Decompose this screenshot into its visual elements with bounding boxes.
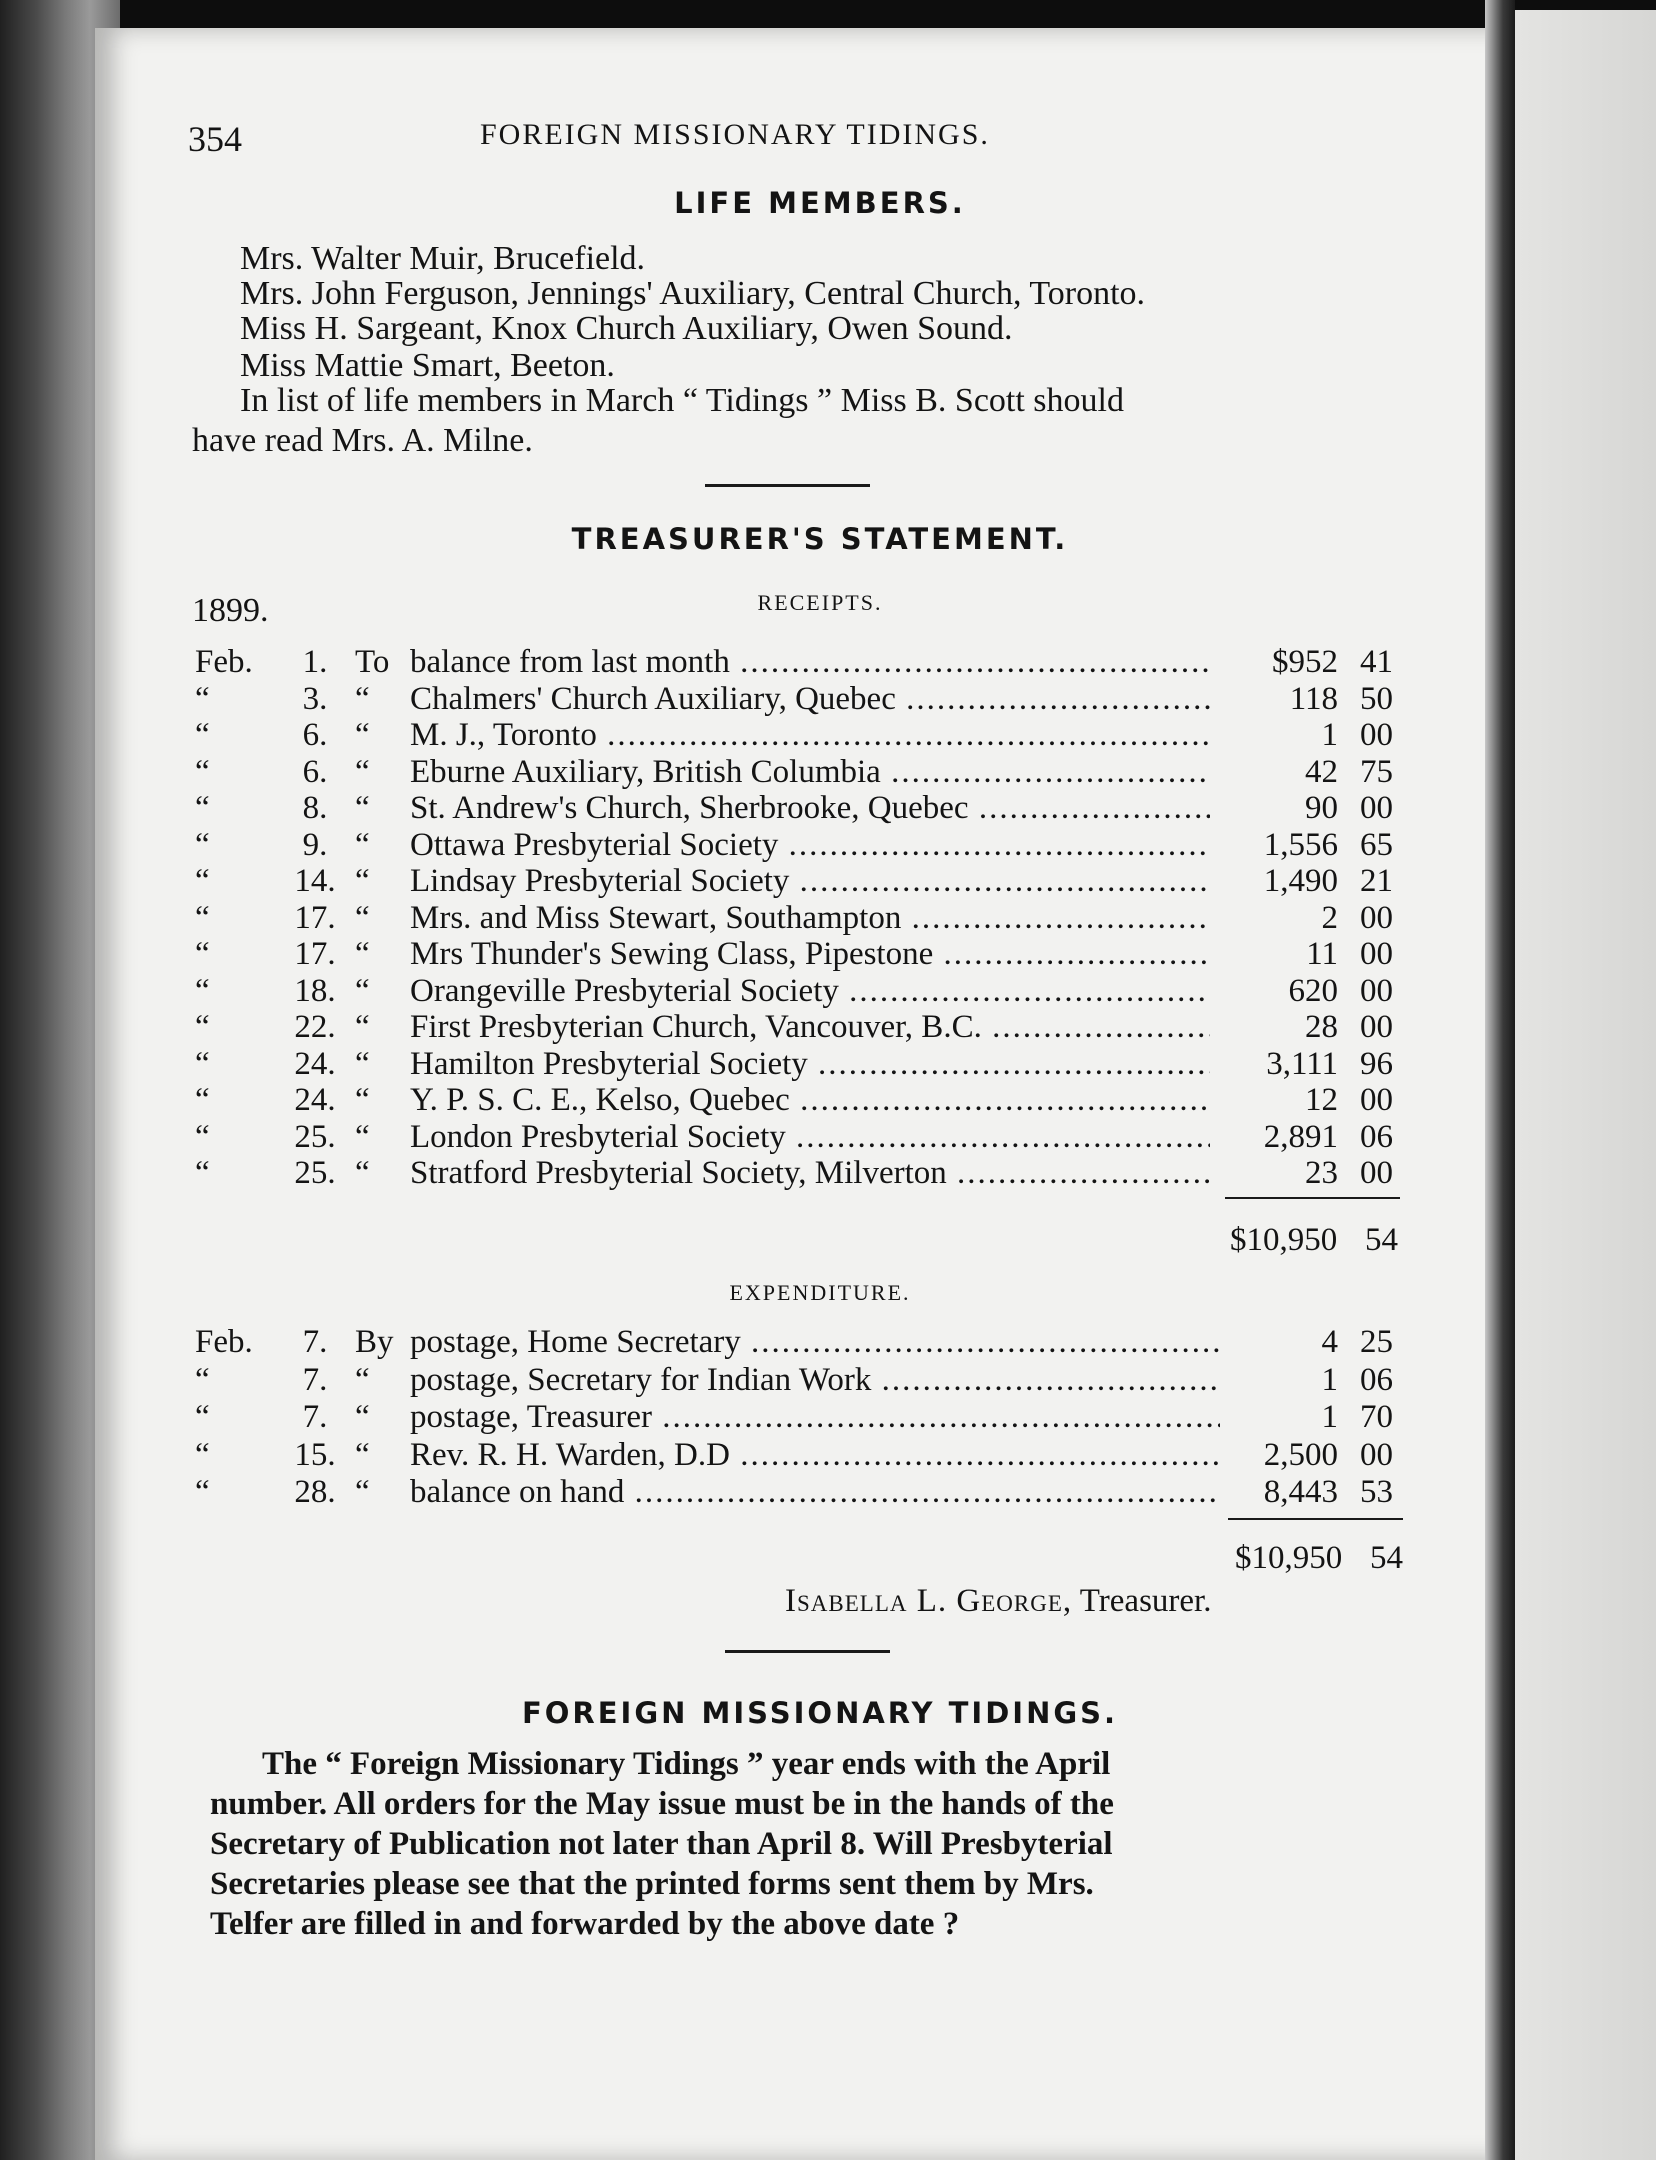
entry-cents: 00	[1360, 1082, 1393, 1118]
entry-dollars: 8,443	[1263, 1474, 1338, 1510]
entry-description: Eburne Auxiliary, British Columbia .....	[410, 754, 1210, 791]
treasurer-name: Isabella L. George,	[785, 1583, 1073, 1619]
entry-cents: 00	[1360, 1155, 1393, 1191]
entry-prefix: “	[355, 753, 370, 790]
entry-description: Ottawa Presbyterial Society .....	[410, 827, 1210, 864]
entry-month: “	[195, 753, 210, 790]
ledger-row	[0, 1155, 1500, 1193]
entry-description: Mrs Thunder's Sewing Class, Pipestone .....	[410, 936, 1210, 973]
entry-dollars: 2,500	[1263, 1436, 1338, 1473]
ledger-row	[0, 1474, 1500, 1512]
life-member-line: Miss H. Sargeant, Knox Church Auxiliary, Owen Sound.	[240, 310, 1013, 347]
entry-description: Chalmers' Church Auxiliary, Quebec .....	[410, 681, 1210, 718]
ledger-row	[0, 1399, 1500, 1437]
expenditure-subheading: EXPENDITURE.	[729, 1280, 911, 1305]
entry-month: “	[195, 1045, 210, 1082]
entry-day: 25.	[294, 1118, 336, 1155]
ledger-row	[0, 754, 1500, 792]
entry-prefix: “	[355, 1361, 370, 1398]
entry-description: balance from last month .....	[410, 644, 1210, 681]
page-number: 354	[188, 119, 242, 159]
life-member-line: Mrs. Walter Muir, Brucefield.	[240, 240, 646, 277]
entry-prefix: “	[355, 936, 370, 972]
tidings-notice-line: Secretary of Publication not later than April 8. Will Presbyterial	[210, 1826, 1113, 1862]
entry-dollars: 620	[1288, 972, 1338, 1009]
entry-day: 3.	[302, 680, 328, 717]
entry-dollars: 1	[1321, 717, 1338, 753]
entry-dollars: 28	[1305, 1009, 1338, 1045]
entry-description: postage, Secretary for Indian Work .....	[410, 1362, 1220, 1399]
receipts-subheading: RECEIPTS.	[757, 590, 883, 615]
ledger-row	[0, 1046, 1500, 1084]
running-head-title: FOREIGN MISSIONARY TIDINGS.	[480, 118, 990, 151]
ledger-row	[0, 1009, 1500, 1047]
entry-day: 9.	[302, 826, 328, 863]
life-member-line: Mrs. John Ferguson, Jennings' Auxiliary, Central Church, Toronto.	[240, 275, 1146, 312]
entry-description: M. J., Toronto .....	[410, 717, 1210, 754]
ledger-row	[0, 973, 1500, 1011]
entry-dollars: 2,891	[1263, 1118, 1338, 1155]
entry-day: 6.	[302, 717, 328, 753]
entry-cents: 00	[1360, 790, 1393, 826]
entry-prefix: “	[355, 1082, 370, 1118]
entry-dollars: 23	[1305, 1155, 1338, 1191]
entry-dollars: 42	[1305, 753, 1338, 790]
entry-cents: 41	[1360, 644, 1393, 680]
entry-day: 24.	[294, 1045, 336, 1082]
receipts-total-dollars: $10,950	[1230, 1222, 1338, 1258]
entry-prefix: “	[355, 826, 370, 863]
entry-month: Feb.	[195, 644, 253, 680]
entry-cents: 06	[1360, 1361, 1393, 1398]
entry-prefix: “	[355, 680, 370, 717]
entry-prefix: “	[355, 972, 370, 1009]
ledger-row	[0, 644, 1500, 682]
expenditure-total-dollars: $10,950	[1235, 1540, 1343, 1576]
entry-month: “	[195, 1361, 210, 1398]
entry-month: “	[195, 936, 210, 972]
ledger-row	[0, 790, 1500, 828]
expenditure-total-cents: 54	[1370, 1540, 1403, 1576]
receipts-total-rule	[1225, 1197, 1400, 1199]
entry-dollars: 90	[1305, 790, 1338, 826]
entry-day: 6.	[302, 753, 328, 790]
entry-month: “	[195, 899, 210, 936]
entry-prefix: “	[355, 1118, 370, 1155]
entry-description: Mrs. and Miss Stewart, Southampton .....	[410, 900, 1210, 937]
tidings-notice-line: Telfer are filled in and forwarded by the above date ?	[210, 1906, 960, 1942]
ledger-row	[0, 1082, 1500, 1120]
entry-day: 7.	[302, 1361, 328, 1398]
entry-prefix: “	[355, 1436, 370, 1473]
ledger-row	[0, 1437, 1500, 1475]
entry-dollars: 1,556	[1263, 826, 1338, 863]
entry-cents: 65	[1360, 826, 1393, 863]
entry-description: Hamilton Presbyterial Society .....	[410, 1046, 1210, 1083]
entry-dollars: 1	[1321, 1361, 1338, 1398]
entry-cents: 00	[1360, 972, 1393, 1009]
ledger-row	[0, 1362, 1500, 1400]
entry-day: 1.	[302, 644, 328, 680]
entry-cents: 00	[1360, 717, 1393, 753]
entry-month: “	[195, 790, 210, 826]
entry-prefix: “	[355, 1474, 370, 1510]
entry-month: “	[195, 717, 210, 753]
entry-month: “	[195, 1436, 210, 1473]
tidings-notice-line: The “ Foreign Missionary Tidings ” year ends with the April	[262, 1746, 1111, 1782]
entry-day: 15.	[294, 1436, 336, 1473]
entry-description: St. Andrew's Church, Sherbrooke, Quebec .....	[410, 790, 1210, 827]
entry-month: “	[195, 680, 210, 717]
statement-year: 1899.	[192, 592, 269, 629]
entry-day: 18.	[294, 972, 336, 1009]
ledger-row	[0, 681, 1500, 719]
entry-day: 28.	[294, 1474, 336, 1510]
entry-cents: 00	[1360, 899, 1393, 936]
life-member-line: Miss Mattie Smart, Beeton.	[240, 347, 615, 384]
entry-dollars: 4	[1321, 1324, 1338, 1360]
entry-prefix: By	[355, 1324, 394, 1360]
entry-cents: 50	[1360, 680, 1393, 717]
ledger-row	[0, 827, 1500, 865]
facing-page-edge	[1515, 10, 1656, 2160]
ledger-row	[0, 717, 1500, 755]
receipts-total-cents: 54	[1365, 1222, 1398, 1258]
entry-cents: 25	[1360, 1324, 1393, 1360]
entry-prefix: “	[355, 1155, 370, 1191]
entry-cents: 00	[1360, 1436, 1393, 1473]
entry-month: “	[195, 1009, 210, 1045]
tidings-notice-heading: FOREIGN MISSIONARY TIDINGS.	[521, 1696, 1119, 1730]
tidings-notice-line: number. All orders for the May issue must be in the hands of the	[210, 1786, 1114, 1822]
life-members-correction: In list of life members in March “ Tidings ” Miss B. Scott should	[240, 382, 1124, 419]
entry-cents: 00	[1360, 936, 1393, 972]
entry-description: London Presbyterial Society .....	[410, 1119, 1210, 1156]
expenditure-total-rule	[1228, 1518, 1403, 1520]
entry-month: “	[195, 1118, 210, 1155]
life-members-heading: LIFE MEMBERS.	[674, 186, 966, 220]
entry-description: Lindsay Presbyterial Society .....	[410, 863, 1210, 900]
entry-cents: 96	[1360, 1045, 1393, 1082]
life-members-correction: have read Mrs. A. Milne.	[192, 422, 533, 459]
entry-month: “	[195, 1155, 210, 1191]
entry-prefix: To	[355, 644, 390, 680]
entry-description: postage, Home Secretary .....	[410, 1324, 1220, 1361]
entry-cents: 53	[1360, 1474, 1393, 1510]
section-divider	[725, 1650, 890, 1653]
entry-dollars: 3,111	[1266, 1045, 1338, 1082]
entry-dollars: 118	[1289, 680, 1338, 717]
entry-prefix: “	[355, 1399, 370, 1435]
entry-day: 8.	[302, 790, 328, 826]
entry-description: Stratford Presbyterial Society, Milverton .....	[410, 1155, 1210, 1192]
entry-description: Orangeville Presbyterial Society .....	[410, 973, 1210, 1010]
treasurer-statement-heading: TREASURER'S STATEMENT.	[571, 522, 1069, 556]
entry-month: “	[195, 1082, 210, 1118]
entry-cents: 21	[1360, 863, 1393, 899]
entry-description: postage, Treasurer .....	[410, 1399, 1220, 1436]
entry-cents: 00	[1360, 1009, 1393, 1045]
entry-description: First Presbyterian Church, Vancouver, B.C. .....	[410, 1009, 1210, 1046]
ledger-row	[0, 936, 1500, 974]
entry-prefix: “	[355, 790, 370, 826]
entry-month: “	[195, 1399, 210, 1435]
ledger-row	[0, 1324, 1500, 1362]
treasurer-signature	[785, 1583, 1211, 1620]
entry-description: Rev. R. H. Warden, D.D .....	[410, 1437, 1220, 1474]
entry-cents: 06	[1360, 1118, 1393, 1155]
entry-day: 22.	[294, 1009, 336, 1045]
entry-cents: 75	[1360, 753, 1393, 790]
tidings-notice-line: Secretaries please see that the printed forms sent them by Mrs.	[210, 1866, 1094, 1902]
entry-month: Feb.	[195, 1324, 253, 1360]
entry-dollars: 2	[1321, 899, 1338, 936]
running-head	[0, 118, 1656, 168]
entry-dollars: 1	[1321, 1399, 1338, 1435]
treasurer-title: Treasurer.	[1079, 1583, 1212, 1619]
ledger-row	[0, 863, 1500, 901]
entry-prefix: “	[355, 1009, 370, 1045]
entry-prefix: “	[355, 717, 370, 753]
entry-day: 14.	[294, 863, 336, 899]
entry-description: Y. P. S. C. E., Kelso, Quebec .....	[410, 1082, 1210, 1119]
entry-month: “	[195, 972, 210, 1009]
section-divider	[705, 484, 870, 487]
entry-month: “	[195, 863, 210, 899]
entry-day: 25.	[294, 1155, 336, 1191]
entry-dollars: 12	[1305, 1082, 1338, 1118]
entry-dollars: 1,490	[1263, 863, 1338, 899]
entry-cents: 70	[1360, 1399, 1393, 1435]
entry-month: “	[195, 1474, 210, 1510]
entry-prefix: “	[355, 1045, 370, 1082]
entry-day: 17.	[294, 936, 336, 972]
entry-dollars: $952	[1272, 644, 1338, 680]
entry-day: 7.	[302, 1399, 328, 1435]
entry-dollars: 11	[1306, 936, 1338, 972]
entry-prefix: “	[355, 899, 370, 936]
entry-day: 7.	[302, 1324, 328, 1360]
entry-prefix: “	[355, 863, 370, 899]
entry-day: 17.	[294, 899, 336, 936]
entry-description: balance on hand .....	[410, 1474, 1220, 1511]
entry-day: 24.	[294, 1082, 336, 1118]
ledger-row	[0, 900, 1500, 938]
entry-month: “	[195, 826, 210, 863]
ledger-row	[0, 1119, 1500, 1157]
